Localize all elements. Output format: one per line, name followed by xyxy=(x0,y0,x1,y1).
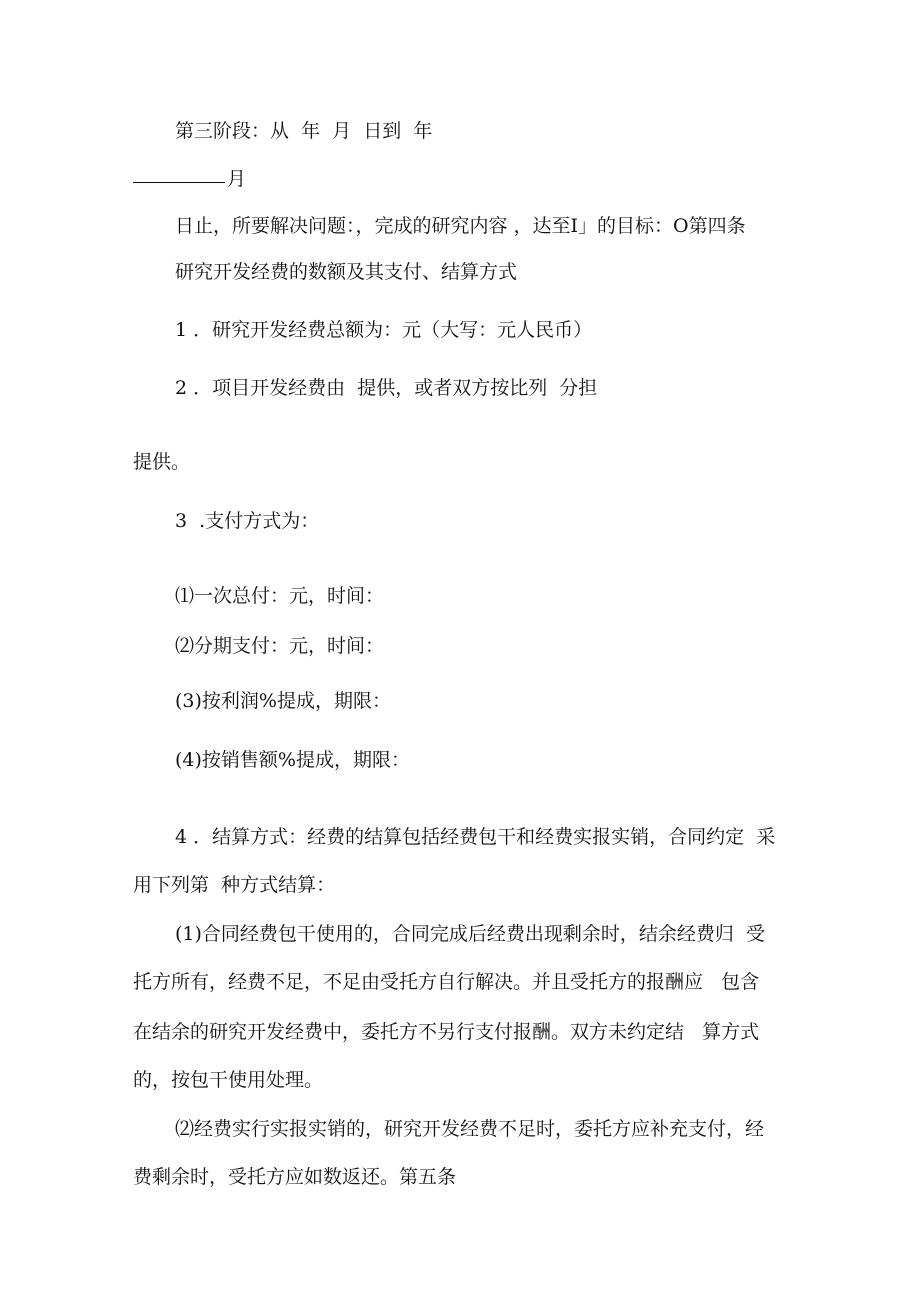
fill-blank xyxy=(133,181,225,183)
settlement2-line1: ⑵经费实行实报实销的，研究开发经费不足时，委托方应补充支付，经 xyxy=(175,1118,765,1140)
settlement1-line3: 在结余的研究开发经费中，委托方不另行支付报酬。双方未约定结 算方式 xyxy=(133,1021,760,1043)
month-suffix: 月 xyxy=(227,168,247,190)
goal-line: 日止，所要解决问题：，完成的研究内容 ，达至I」的目标：O第四条 xyxy=(175,215,746,237)
payment-sales-share: (4)按销售额%提成，期限： xyxy=(175,749,410,771)
payment-lump-sum: ⑴一次总付：元，时间： xyxy=(175,585,385,607)
item2-continuation: 提供。 xyxy=(133,451,191,473)
settlement1-line1: (1)合同经费包干使用的，合同完成后经费出现剩余时，结余经费归 受 xyxy=(175,923,765,945)
settlement2-line2: 费剩余时，受托方应如数返还。第五条 xyxy=(133,1166,457,1188)
item4-settlement-line2: 用下列第 种方式结算： xyxy=(133,874,336,896)
settlement1-line2: 托方所有，经费不足，不足由受托方自行解决。并且受托方的报酬应 包含 xyxy=(133,971,760,993)
settlement1-line4: 的，按包干使用处理。 xyxy=(133,1069,324,1091)
article4-title: 研究开发经费的数额及其支付、结算方式 xyxy=(175,261,518,283)
item3-payment-methods: 3 .支付方式为： xyxy=(175,510,320,532)
payment-installments: ⑵分期支付：元，时间： xyxy=(175,635,385,657)
stage3-line: 第三阶段：从 年 月 日到 年 xyxy=(175,120,433,142)
payment-profit-share: (3)按利润%提成，期限： xyxy=(175,690,391,712)
item1-total-budget: 1 ．研究开发经费总额为：元（大写：元人民币） xyxy=(175,319,593,341)
item2-funding-source: 2 ．项目开发经费由 提供，或者双方按比列 分担 xyxy=(175,377,598,399)
item4-settlement-line1: 4 ．结算方式：经费的结算包括经费包干和经费实报实销，合同约定 采 xyxy=(175,826,776,848)
month-line xyxy=(133,167,246,191)
